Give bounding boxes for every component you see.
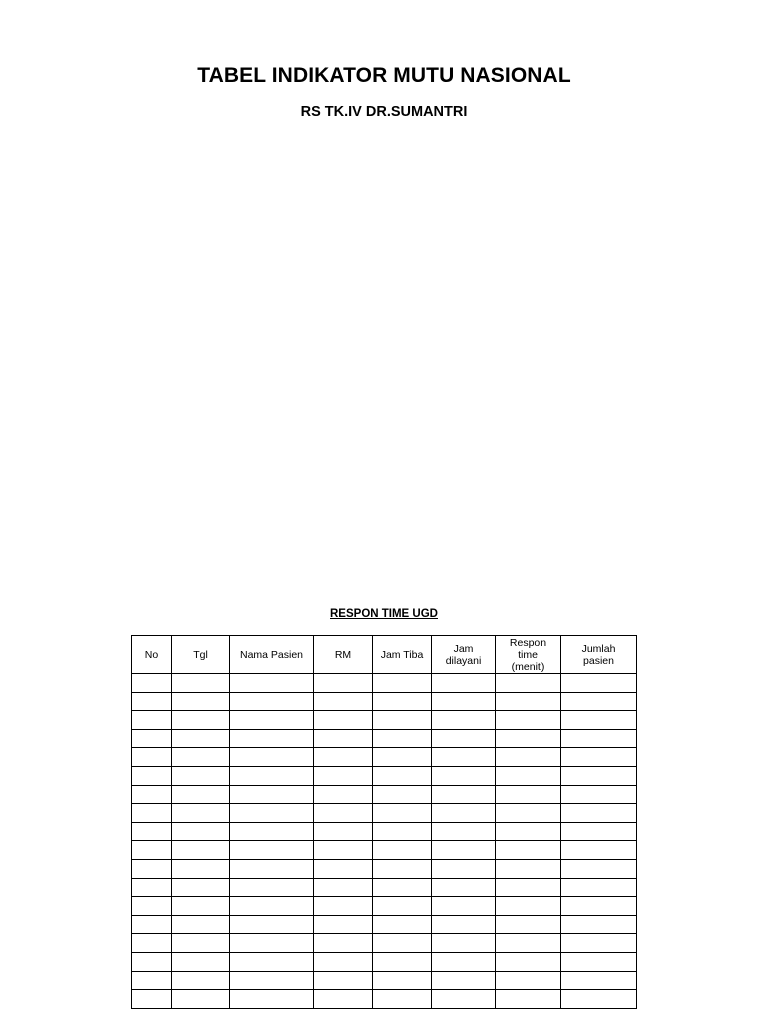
table-cell-nama-pasien[interactable] bbox=[230, 804, 314, 823]
table-cell-jam-dilayani[interactable] bbox=[432, 971, 496, 990]
table-cell-jumlah-pasien[interactable] bbox=[561, 934, 637, 953]
column-header-respon-time: Respon time (menit) bbox=[496, 636, 561, 674]
table-cell-respon-time[interactable] bbox=[496, 915, 561, 934]
table-cell-rm[interactable] bbox=[314, 822, 373, 841]
table-cell-jam-dilayani[interactable] bbox=[432, 785, 496, 804]
table-cell-jumlah-pasien[interactable] bbox=[561, 841, 637, 860]
table-cell-jam-tiba[interactable] bbox=[373, 952, 432, 971]
table-cell-jam-dilayani[interactable] bbox=[432, 915, 496, 934]
table-row bbox=[132, 934, 637, 953]
table-cell-rm[interactable] bbox=[314, 915, 373, 934]
table-cell-jam-tiba[interactable] bbox=[373, 785, 432, 804]
table-cell-no[interactable] bbox=[132, 878, 172, 897]
table-cell-no[interactable] bbox=[132, 822, 172, 841]
table-cell-jam-tiba[interactable] bbox=[373, 878, 432, 897]
table-cell-nama-pasien[interactable] bbox=[230, 674, 314, 693]
table-cell-jam-tiba[interactable] bbox=[373, 841, 432, 860]
table-cell-nama-pasien[interactable] bbox=[230, 971, 314, 990]
table-cell-nama-pasien[interactable] bbox=[230, 897, 314, 916]
table-cell-rm[interactable] bbox=[314, 952, 373, 971]
table-cell-no[interactable] bbox=[132, 952, 172, 971]
table-cell-respon-time[interactable] bbox=[496, 859, 561, 878]
table-cell-no[interactable] bbox=[132, 748, 172, 767]
table-cell-tgl[interactable] bbox=[172, 785, 230, 804]
table-cell-nama-pasien[interactable] bbox=[230, 729, 314, 748]
table-cell-jam-tiba[interactable] bbox=[373, 915, 432, 934]
table-cell-nama-pasien[interactable] bbox=[230, 934, 314, 953]
table-cell-jam-dilayani[interactable] bbox=[432, 711, 496, 730]
table-cell-jam-dilayani[interactable] bbox=[432, 822, 496, 841]
table-cell-tgl[interactable] bbox=[172, 729, 230, 748]
table-header-row bbox=[132, 636, 637, 674]
table-cell-respon-time[interactable] bbox=[496, 748, 561, 767]
table-cell-rm[interactable] bbox=[314, 804, 373, 823]
table-cell-jam-tiba[interactable] bbox=[373, 674, 432, 693]
table-cell-rm[interactable] bbox=[314, 748, 373, 767]
table-cell-nama-pasien[interactable] bbox=[230, 990, 314, 1009]
table-row bbox=[132, 766, 637, 785]
table-body bbox=[132, 674, 637, 1009]
table-cell-jam-dilayani[interactable] bbox=[432, 952, 496, 971]
table-cell-no[interactable] bbox=[132, 692, 172, 711]
table-cell-jumlah-pasien[interactable] bbox=[561, 729, 637, 748]
table-cell-jam-tiba[interactable] bbox=[373, 804, 432, 823]
table-cell-respon-time[interactable] bbox=[496, 729, 561, 748]
table-cell-respon-time[interactable] bbox=[496, 934, 561, 953]
table-row bbox=[132, 729, 637, 748]
table-cell-jam-tiba[interactable] bbox=[373, 859, 432, 878]
table-cell-rm[interactable] bbox=[314, 878, 373, 897]
respon-time-table bbox=[131, 635, 637, 1009]
table-row bbox=[132, 804, 637, 823]
table-cell-respon-time[interactable] bbox=[496, 952, 561, 971]
table-cell-jumlah-pasien[interactable] bbox=[561, 674, 637, 693]
column-header-jam-tiba: Jam Tiba bbox=[373, 636, 432, 674]
table-cell-nama-pasien[interactable] bbox=[230, 822, 314, 841]
table-row bbox=[132, 952, 637, 971]
table-row bbox=[132, 692, 637, 711]
table-cell-no[interactable] bbox=[132, 711, 172, 730]
table-cell-respon-time[interactable] bbox=[496, 897, 561, 916]
table-cell-jam-dilayani[interactable] bbox=[432, 934, 496, 953]
table-cell-respon-time[interactable] bbox=[496, 841, 561, 860]
table-cell-no[interactable] bbox=[132, 971, 172, 990]
table-cell-respon-time[interactable] bbox=[496, 766, 561, 785]
table-cell-nama-pasien[interactable] bbox=[230, 692, 314, 711]
table-cell-rm[interactable] bbox=[314, 934, 373, 953]
table-cell-tgl[interactable] bbox=[172, 878, 230, 897]
table-row bbox=[132, 711, 637, 730]
table-cell-tgl[interactable] bbox=[172, 841, 230, 860]
table-cell-jam-tiba[interactable] bbox=[373, 990, 432, 1009]
table-cell-jam-dilayani[interactable] bbox=[432, 859, 496, 878]
table-cell-respon-time[interactable] bbox=[496, 878, 561, 897]
column-header-no: No bbox=[132, 636, 172, 674]
table-cell-rm[interactable] bbox=[314, 897, 373, 916]
table-cell-rm[interactable] bbox=[314, 785, 373, 804]
table-cell-nama-pasien[interactable] bbox=[230, 785, 314, 804]
table-cell-no[interactable] bbox=[132, 990, 172, 1009]
table-cell-jam-tiba[interactable] bbox=[373, 897, 432, 916]
table-cell-respon-time[interactable] bbox=[496, 990, 561, 1009]
table-cell-nama-pasien[interactable] bbox=[230, 766, 314, 785]
document-title: TABEL INDIKATOR MUTU NASIONAL bbox=[197, 64, 571, 87]
table-cell-tgl[interactable] bbox=[172, 952, 230, 971]
table-cell-tgl[interactable] bbox=[172, 971, 230, 990]
table-cell-respon-time[interactable] bbox=[496, 692, 561, 711]
column-header-rm: RM bbox=[314, 636, 373, 674]
table-cell-tgl[interactable] bbox=[172, 934, 230, 953]
table-cell-nama-pasien[interactable] bbox=[230, 915, 314, 934]
table-cell-jam-tiba[interactable] bbox=[373, 692, 432, 711]
table-cell-no[interactable] bbox=[132, 841, 172, 860]
table-cell-tgl[interactable] bbox=[172, 766, 230, 785]
table-cell-respon-time[interactable] bbox=[496, 971, 561, 990]
table-cell-respon-time[interactable] bbox=[496, 822, 561, 841]
table-cell-rm[interactable] bbox=[314, 766, 373, 785]
table-row bbox=[132, 990, 637, 1009]
table-cell-jumlah-pasien[interactable] bbox=[561, 766, 637, 785]
table-cell-jumlah-pasien[interactable] bbox=[561, 952, 637, 971]
table-cell-no[interactable] bbox=[132, 785, 172, 804]
table-cell-tgl[interactable] bbox=[172, 748, 230, 767]
table-cell-rm[interactable] bbox=[314, 990, 373, 1009]
table-cell-jumlah-pasien[interactable] bbox=[561, 692, 637, 711]
table-cell-jam-dilayani[interactable] bbox=[432, 897, 496, 916]
table-cell-jumlah-pasien[interactable] bbox=[561, 748, 637, 767]
table-cell-tgl[interactable] bbox=[172, 711, 230, 730]
table-cell-jumlah-pasien[interactable] bbox=[561, 804, 637, 823]
table-cell-jam-tiba[interactable] bbox=[373, 711, 432, 730]
table-cell-respon-time[interactable] bbox=[496, 674, 561, 693]
table-cell-rm[interactable] bbox=[314, 971, 373, 990]
table-cell-nama-pasien[interactable] bbox=[230, 841, 314, 860]
table-cell-nama-pasien[interactable] bbox=[230, 859, 314, 878]
table-cell-tgl[interactable] bbox=[172, 674, 230, 693]
table-cell-nama-pasien[interactable] bbox=[230, 748, 314, 767]
table-cell-jam-dilayani[interactable] bbox=[432, 990, 496, 1009]
column-header-tgl: Tgl bbox=[172, 636, 230, 674]
table-cell-jam-dilayani[interactable] bbox=[432, 748, 496, 767]
table-cell-tgl[interactable] bbox=[172, 804, 230, 823]
table-row bbox=[132, 859, 637, 878]
table-cell-jam-dilayani[interactable] bbox=[432, 692, 496, 711]
document-subtitle: RS TK.IV DR.SUMANTRI bbox=[300, 104, 468, 120]
column-header-jam-dilayani: Jam dilayani bbox=[432, 636, 496, 674]
table-cell-jumlah-pasien[interactable] bbox=[561, 915, 637, 934]
table-cell-tgl[interactable] bbox=[172, 692, 230, 711]
table-cell-jumlah-pasien[interactable] bbox=[561, 859, 637, 878]
table-cell-tgl[interactable] bbox=[172, 990, 230, 1009]
table-cell-jam-dilayani[interactable] bbox=[432, 804, 496, 823]
table-cell-jam-dilayani[interactable] bbox=[432, 729, 496, 748]
table-cell-jam-dilayani[interactable] bbox=[432, 878, 496, 897]
table-cell-jam-tiba[interactable] bbox=[373, 766, 432, 785]
table-cell-nama-pasien[interactable] bbox=[230, 711, 314, 730]
table-cell-rm[interactable] bbox=[314, 859, 373, 878]
table-cell-jam-tiba[interactable] bbox=[373, 729, 432, 748]
table-cell-respon-time[interactable] bbox=[496, 804, 561, 823]
table-cell-jumlah-pasien[interactable] bbox=[561, 822, 637, 841]
table-cell-no[interactable] bbox=[132, 934, 172, 953]
column-header-nama-pasien: Nama Pasien bbox=[230, 636, 314, 674]
table-cell-jumlah-pasien[interactable] bbox=[561, 711, 637, 730]
table-cell-no[interactable] bbox=[132, 897, 172, 916]
table-cell-jumlah-pasien[interactable] bbox=[561, 878, 637, 897]
table-cell-no[interactable] bbox=[132, 766, 172, 785]
table-cell-nama-pasien[interactable] bbox=[230, 952, 314, 971]
table-cell-jumlah-pasien[interactable] bbox=[561, 990, 637, 1009]
column-header-jumlah-pasien: Jumlah pasien bbox=[561, 636, 637, 674]
table-row bbox=[132, 748, 637, 767]
table-cell-no[interactable] bbox=[132, 859, 172, 878]
table-cell-tgl[interactable] bbox=[172, 859, 230, 878]
table-row bbox=[132, 674, 637, 693]
table-row bbox=[132, 841, 637, 860]
table-cell-jam-tiba[interactable] bbox=[373, 748, 432, 767]
table-cell-jam-tiba[interactable] bbox=[373, 934, 432, 953]
table-cell-jam-tiba[interactable] bbox=[373, 822, 432, 841]
table-cell-no[interactable] bbox=[132, 674, 172, 693]
table-cell-jumlah-pasien[interactable] bbox=[561, 785, 637, 804]
table-caption: RESPON TIME UGD bbox=[330, 608, 438, 620]
table-cell-jam-dilayani[interactable] bbox=[432, 766, 496, 785]
table-cell-tgl[interactable] bbox=[172, 822, 230, 841]
table-cell-rm[interactable] bbox=[314, 711, 373, 730]
table-row bbox=[132, 785, 637, 804]
table-row bbox=[132, 915, 637, 934]
table-cell-jam-dilayani[interactable] bbox=[432, 674, 496, 693]
table-cell-respon-time[interactable] bbox=[496, 785, 561, 804]
table-row bbox=[132, 822, 637, 841]
table-cell-nama-pasien[interactable] bbox=[230, 878, 314, 897]
table-cell-rm[interactable] bbox=[314, 729, 373, 748]
table-row bbox=[132, 897, 637, 916]
table-cell-jumlah-pasien[interactable] bbox=[561, 897, 637, 916]
table-cell-respon-time[interactable] bbox=[496, 711, 561, 730]
table-cell-jam-tiba[interactable] bbox=[373, 971, 432, 990]
table-cell-no[interactable] bbox=[132, 915, 172, 934]
table-cell-no[interactable] bbox=[132, 729, 172, 748]
table-cell-rm[interactable] bbox=[314, 674, 373, 693]
table-cell-no[interactable] bbox=[132, 804, 172, 823]
table-row bbox=[132, 878, 637, 897]
table-cell-tgl[interactable] bbox=[172, 915, 230, 934]
table-cell-rm[interactable] bbox=[314, 692, 373, 711]
table-cell-jumlah-pasien[interactable] bbox=[561, 971, 637, 990]
table-cell-rm[interactable] bbox=[314, 841, 373, 860]
table-row bbox=[132, 971, 637, 990]
table-cell-jam-dilayani[interactable] bbox=[432, 841, 496, 860]
table-cell-tgl[interactable] bbox=[172, 897, 230, 916]
